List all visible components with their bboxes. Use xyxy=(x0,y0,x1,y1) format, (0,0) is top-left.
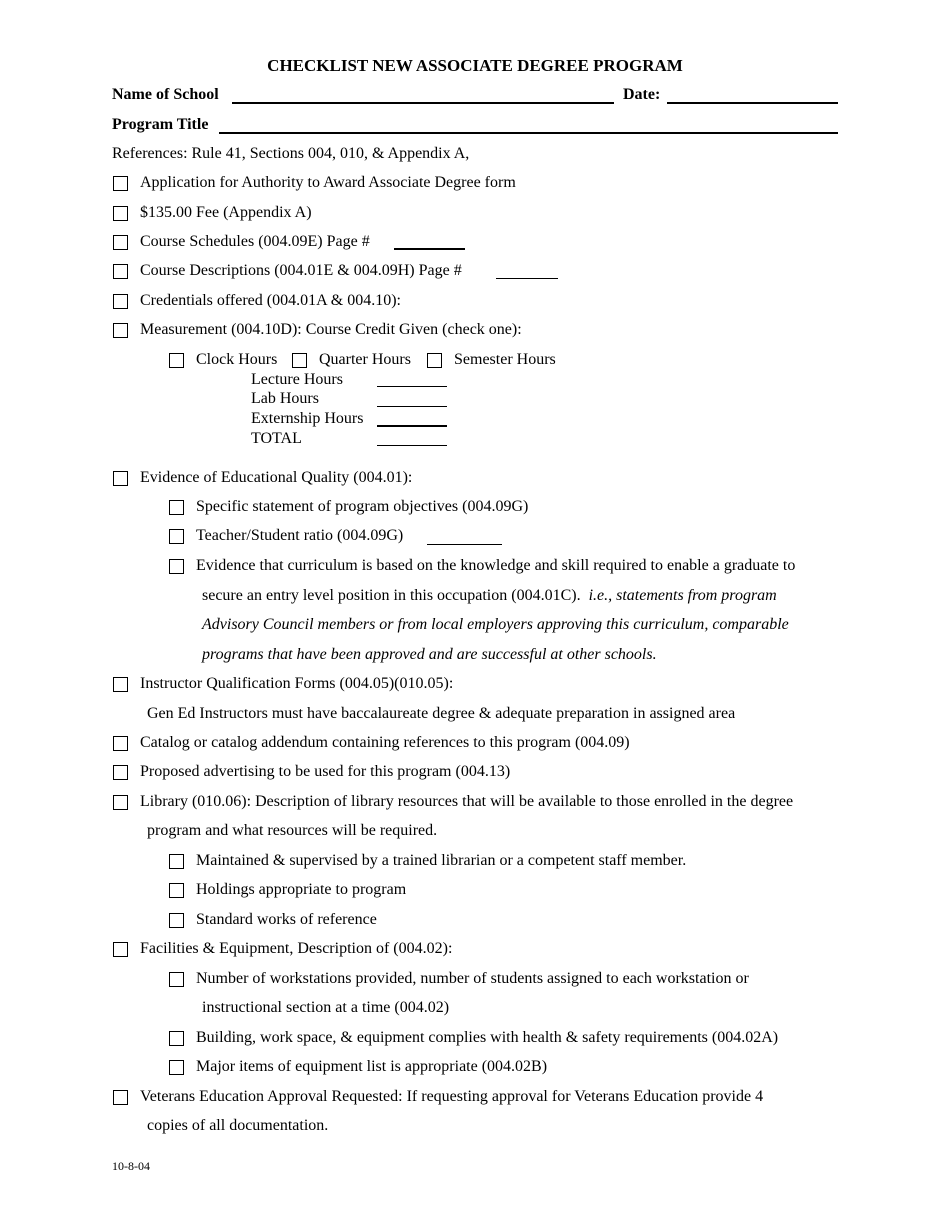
lab-hours-label: Lab Hours xyxy=(251,390,319,407)
course-descriptions-page-field[interactable] xyxy=(496,278,558,279)
total-hours-field[interactable] xyxy=(377,445,447,446)
total-hours-label: TOTAL xyxy=(251,430,302,447)
course-schedules-checkbox[interactable] xyxy=(113,235,128,250)
reference-works-label: Standard works of reference xyxy=(196,911,377,928)
application-label: Application for Authority to Award Associate Degree form xyxy=(140,174,516,191)
course-descriptions-checkbox[interactable] xyxy=(113,264,128,279)
quarter-hours-label: Quarter Hours xyxy=(319,351,411,368)
equipment-list-checkbox[interactable] xyxy=(169,1060,184,1075)
facilities-label: Facilities & Equipment, Description of (004.02): xyxy=(140,940,453,957)
footer-date: 10-8-04 xyxy=(112,1159,150,1173)
school-name-field[interactable] xyxy=(232,102,614,104)
curriculum-example-3: programs that have been approved and are successful at other schools. xyxy=(202,646,657,663)
workstations-line-1: Number of workstations provided, number of students assigned to each workstation or xyxy=(196,970,749,987)
holdings-label: Holdings appropriate to program xyxy=(196,881,407,898)
measurement-checkbox[interactable] xyxy=(113,323,128,338)
ratio-field[interactable] xyxy=(427,544,502,545)
reference-works-checkbox[interactable] xyxy=(169,913,184,928)
library-checkbox[interactable] xyxy=(113,795,128,810)
advertising-label: Proposed advertising to be used for this program (004.13) xyxy=(140,763,511,780)
clock-hours-label: Clock Hours xyxy=(196,351,278,368)
semester-hours-checkbox[interactable] xyxy=(427,353,442,368)
ratio-label: Teacher/Student ratio (004.09G) xyxy=(196,527,404,544)
semester-hours-label: Semester Hours xyxy=(454,351,556,368)
credentials-label: Credentials offered (004.01A & 004.10): xyxy=(140,292,401,309)
curriculum-line-2-text: secure an entry level position in this occupation (004.01C). xyxy=(202,587,581,604)
objectives-checkbox[interactable] xyxy=(169,500,184,515)
lab-hours-field[interactable] xyxy=(377,406,447,407)
externship-hours-label: Externship Hours xyxy=(251,410,364,427)
librarian-checkbox[interactable] xyxy=(169,854,184,869)
facilities-checkbox[interactable] xyxy=(113,942,128,957)
veterans-checkbox[interactable] xyxy=(113,1090,128,1105)
curriculum-example-2: Advisory Council members or from local employers approving this curriculum, comparable xyxy=(202,616,789,633)
librarian-label: Maintained & supervised by a trained librarian or a competent staff member. xyxy=(196,852,687,869)
lecture-hours-field[interactable] xyxy=(377,386,447,387)
date-label: Date: xyxy=(623,86,661,103)
library-line-1: Library (010.06): Description of library resources that will be available to those enrolled in the degree xyxy=(140,793,794,810)
holdings-checkbox[interactable] xyxy=(169,883,184,898)
clock-hours-checkbox[interactable] xyxy=(169,353,184,368)
library-line-2: program and what resources will be required. xyxy=(147,822,438,839)
building-label: Building, work space, & equipment complies with health & safety requirements (004.02A) xyxy=(196,1029,779,1046)
course-descriptions-label: Course Descriptions (004.01E & 004.09H) Page # xyxy=(140,262,462,279)
evidence-quality-label: Evidence of Educational Quality (004.01): xyxy=(140,469,413,486)
application-checkbox[interactable] xyxy=(113,176,128,191)
objectives-label: Specific statement of program objectives (004.09G) xyxy=(196,498,529,515)
advertising-checkbox[interactable] xyxy=(113,765,128,780)
credentials-checkbox[interactable] xyxy=(113,294,128,309)
fee-label: $135.00 Fee (Appendix A) xyxy=(140,204,312,221)
catalog-checkbox[interactable] xyxy=(113,736,128,751)
program-title-field[interactable] xyxy=(219,132,838,134)
school-name-label: Name of School xyxy=(112,86,219,103)
course-schedules-label: Course Schedules (004.09E) Page # xyxy=(140,233,370,250)
program-title-label: Program Title xyxy=(112,116,209,133)
evidence-quality-checkbox[interactable] xyxy=(113,471,128,486)
curriculum-line-2 xyxy=(202,587,777,605)
curriculum-line-1: Evidence that curriculum is based on the knowledge and skill required to enable a graduate to xyxy=(196,557,796,574)
date-field[interactable] xyxy=(667,102,838,104)
course-schedules-page-field[interactable] xyxy=(394,248,465,250)
curriculum-checkbox[interactable] xyxy=(169,559,184,574)
lecture-hours-label: Lecture Hours xyxy=(251,371,343,388)
veterans-line-2: copies of all documentation. xyxy=(147,1117,329,1134)
veterans-line-1: Veterans Education Approval Requested: If requesting approval for Veterans Education provide 4 xyxy=(140,1088,764,1105)
references: References: Rule 41, Sections 004, 010, & Appendix A, xyxy=(112,145,470,162)
externship-hours-field[interactable] xyxy=(377,425,447,427)
equipment-list-label: Major items of equipment list is appropriate (004.02B) xyxy=(196,1058,548,1075)
instructor-forms-label: Instructor Qualification Forms (004.05)(010.05): xyxy=(140,675,454,692)
quarter-hours-checkbox[interactable] xyxy=(292,353,307,368)
gen-ed-note: Gen Ed Instructors must have baccalaureate degree & adequate preparation in assigned area xyxy=(147,705,736,722)
workstations-checkbox[interactable] xyxy=(169,972,184,987)
fee-checkbox[interactable] xyxy=(113,206,128,221)
curriculum-example-1: i.e., statements from program xyxy=(588,587,777,604)
ratio-checkbox[interactable] xyxy=(169,529,184,544)
page-title: CHECKLIST NEW ASSOCIATE DEGREE PROGRAM xyxy=(267,56,683,75)
instructor-forms-checkbox[interactable] xyxy=(113,677,128,692)
catalog-label: Catalog or catalog addendum containing references to this program (004.09) xyxy=(140,734,630,751)
workstations-line-2: instructional section at a time (004.02) xyxy=(202,999,450,1016)
measurement-label: Measurement (004.10D): Course Credit Given (check one): xyxy=(140,321,522,338)
building-checkbox[interactable] xyxy=(169,1031,184,1046)
